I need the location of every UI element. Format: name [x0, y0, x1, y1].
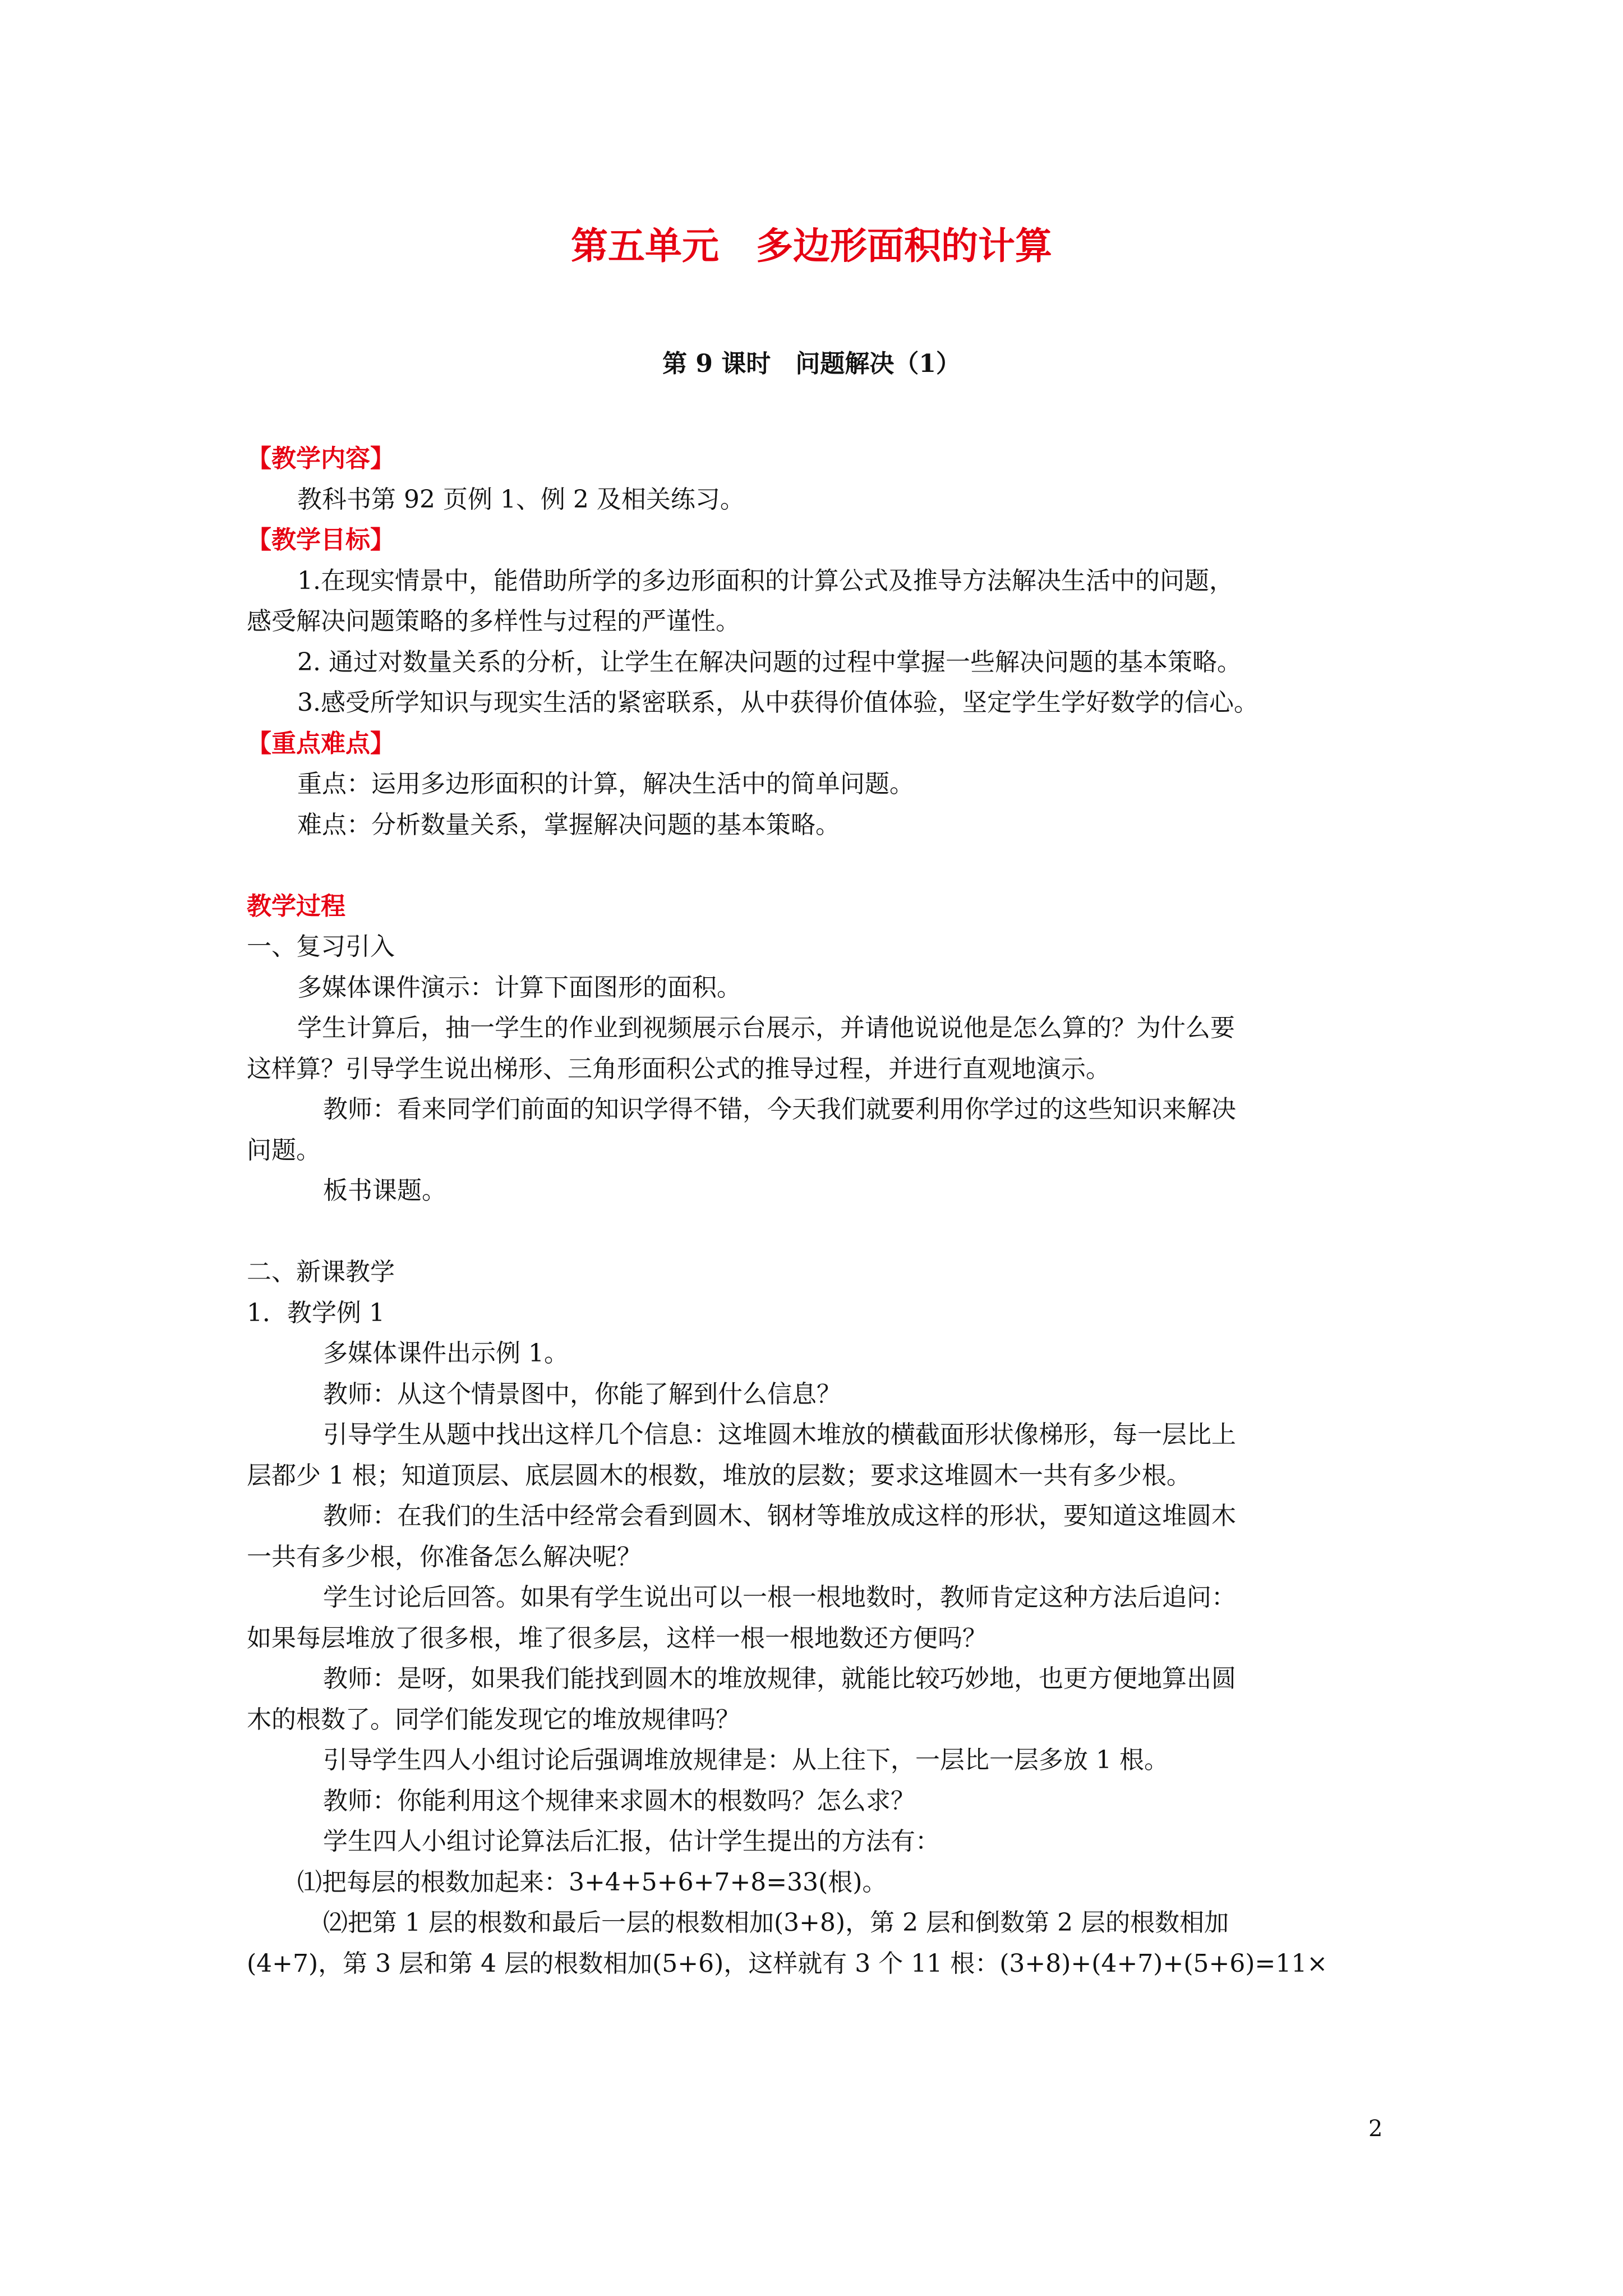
review-paragraph-4: 板书课题。 — [323, 1176, 446, 1205]
review-paragraph-1: 多媒体课件演示：计算下面图形的面积。 — [297, 973, 741, 1002]
example-paragraph-2: 教师：从这个情景图中，你能了解到什么信息？ — [323, 1379, 841, 1409]
document-body — [247, 439, 1391, 1984]
method-2-line-1: ⑵把第 1 层的根数和最后一层的根数相加(3+8)，第 2 层和倒数第 2 层的根数相加 — [323, 1908, 1229, 1937]
goal-3: 3.感受所学知识与现实生活的紧密联系，从中获得价值体验，坚定学生学好数学的信心。 — [297, 688, 1258, 717]
example-paragraph-3-line-1: 引导学生从题中找出这样几个信息：这堆圆木堆放的横截面形状像梯形，每一层比上 — [323, 1420, 1236, 1449]
new-lesson-heading: 二、新课教学 — [247, 1258, 395, 1286]
example-1-heading: 1．教学例 1 — [247, 1298, 385, 1327]
review-heading: 一、复习引入 — [247, 932, 395, 961]
example-paragraph-8: 教师：你能利用这个规律来求圆木的根数吗？怎么求？ — [323, 1786, 915, 1815]
example-paragraph-6-line-1: 教师：是呀，如果我们能找到圆木的堆放规律，就能比较巧妙地，也更方便地算出圆 — [323, 1664, 1236, 1693]
example-paragraph-5-line-2: 如果每层堆放了很多根，堆了很多层，这样一根一根地数还方便吗？ — [247, 1623, 987, 1653]
example-paragraph-1: 多媒体课件出示例 1。 — [323, 1339, 569, 1368]
goal-1-line-1: 1.在现实情景中，能借助所学的多边形面积的计算公式及推导方法解决生活中的问题， — [297, 566, 1234, 595]
goals-heading: 【教学目标】 — [247, 526, 395, 554]
example-paragraph-4-line-2: 一共有多少根，你准备怎么解决呢？ — [247, 1542, 642, 1571]
method-1: ⑴把每层的根数加起来：3+4+5+6+7+8=33(根)。 — [297, 1867, 887, 1897]
review-paragraph-2-line-2: 这样算？引导学生说出梯形、三角形面积公式的推导过程，并进行直观地演示。 — [247, 1054, 1110, 1083]
lesson-subtitle: 第 9 课时 问题解决（1） — [662, 349, 961, 378]
content-heading: 【教学内容】 — [247, 444, 395, 473]
example-paragraph-7: 引导学生四人小组讨论后强调堆放规律是：从上往下，一层比一层多放 1 根。 — [323, 1746, 1169, 1774]
goal-1-line-2: 感受解决问题策略的多样性与过程的严谨性。 — [247, 607, 740, 636]
example-paragraph-4-line-1: 教师：在我们的生活中经常会看到圆木、钢材等堆放成这样的形状，要知道这堆圆木 — [323, 1502, 1236, 1530]
goal-2: 2. 通过对数量关系的分析，让学生在解决问题的过程中掌握一些解决问题的基本策略。 — [297, 647, 1242, 677]
review-paragraph-3-line-1: 教师：看来同学们前面的知识学得不错，今天我们就要利用你学过的这些知识来解决 — [323, 1095, 1236, 1124]
review-paragraph-2-line-1: 学生计算后，抽一学生的作业到视频展示台展示，并请他说说他是怎么算的？为什么要 — [297, 1014, 1235, 1042]
process-heading: 教学过程 — [247, 891, 345, 921]
method-2-line-2: (4+7)，第 3 层和第 4 层的根数相加(5+6)，这样就有 3 个 11 根：(3+8)+(4+7)+(5+6)=11× — [247, 1949, 1328, 1978]
unit-title: 第五单元 多边形面积的计算 — [571, 224, 1052, 268]
example-paragraph-5-line-1: 学生讨论后回答。如果有学生说出可以一根一根地数时，教师肯定这种方法后追问： — [323, 1583, 1236, 1612]
example-paragraph-3-line-2: 层都少 1 根；知道顶层、底层圆木的根数，堆放的层数；要求这堆圆木一共有多少根。 — [247, 1461, 1191, 1490]
review-paragraph-3-line-2: 问题。 — [247, 1135, 321, 1165]
content-text: 教科书第 92 页例 1、例 2 及相关练习。 — [297, 485, 745, 514]
difficult-point: 难点：分析数量关系，掌握解决问题的基本策略。 — [297, 810, 840, 839]
key-point: 重点：运用多边形面积的计算，解决生活中的简单问题。 — [297, 770, 914, 798]
example-paragraph-9: 学生四人小组讨论算法后汇报，估计学生提出的方法有： — [323, 1827, 940, 1856]
example-paragraph-6-line-2: 木的根数了。同学们能发现它的堆放规律吗？ — [247, 1705, 740, 1734]
key-points-heading: 【重点难点】 — [247, 729, 395, 758]
page-number: 2 — [1368, 2116, 1383, 2142]
